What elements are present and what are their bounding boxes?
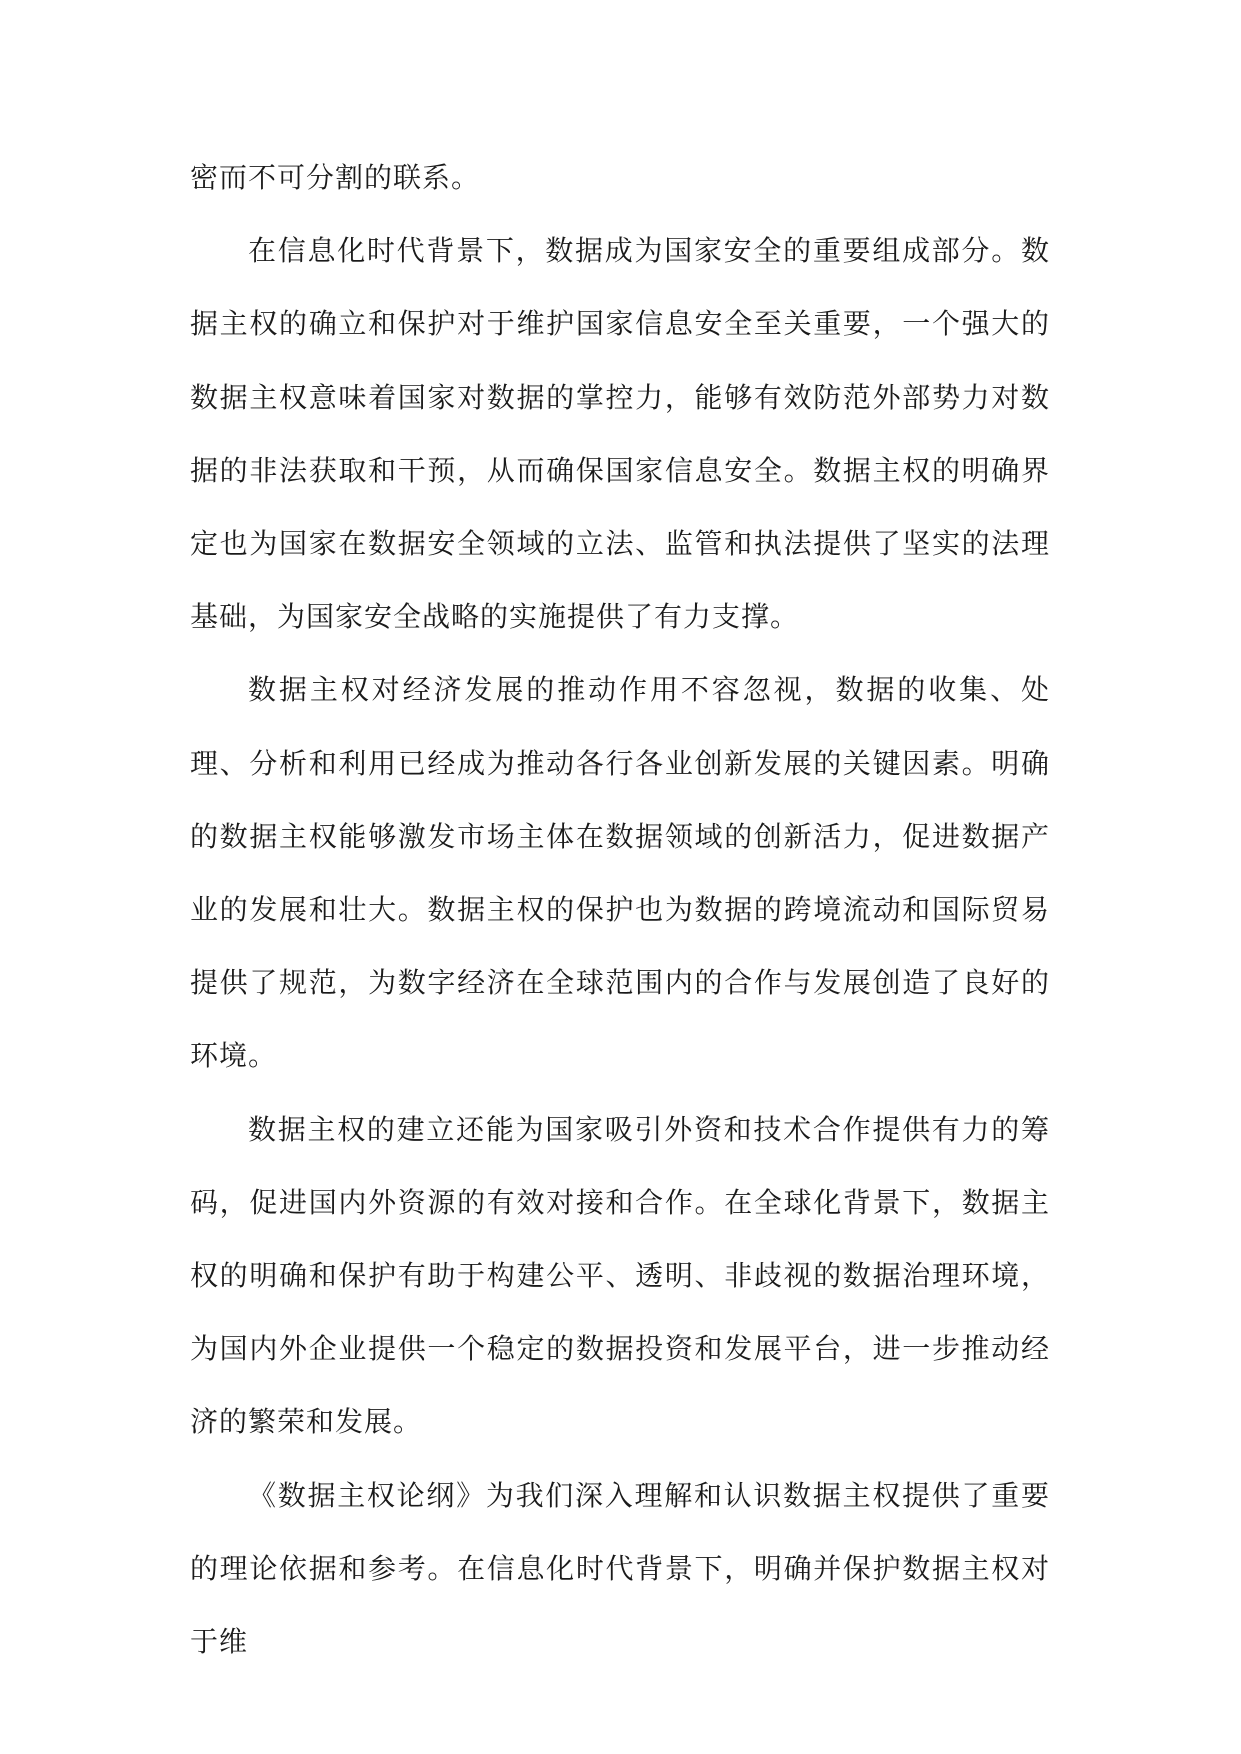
document-body [190, 141, 1050, 1678]
paragraph-national-security: 在信息化时代背景下，数据成为国家安全的重要组成部分。数据主权的确立和保护对于维护国家信息安全至关重要，一个强大的数据主权意味着国家对数据的掌控力，能够有效防范外部势力对数据的非法获取和干预，从而确保国家信息安全。数据主权的明确界定也为国家在数据安全领域的立法、监管和执法提供了坚实的法理基础，为国家安全战略的实施提供了有力支撑。 [190, 234, 1050, 634]
paragraph-economic-development: 数据主权对经济发展的推动作用不容忽视，数据的收集、处理、分析和利用已经成为推动各行各业创新发展的关键因素。明确的数据主权能够激发市场主体在数据领域的创新活力，促进数据产业的发展和壮大。数据主权的保护也为数据的跨境流动和国际贸易提供了规范，为数字经济在全球范围内的合作与发展创造了良好的环境。 [190, 673, 1050, 1073]
paragraph-conclusion: 《数据主权论纲》为我们深入理解和认识数据主权提供了重要的理论依据和参考。在信息化时代背景下，明确并保护数据主权对于维 [190, 1478, 1050, 1659]
paragraph-foreign-investment: 数据主权的建立还能为国家吸引外资和技术合作提供有力的筹码，促进国内外资源的有效对接和合作。在全球化背景下，数据主权的明确和保护有助于构建公平、透明、非歧视的数据治理环境，为国内外企业提供一个稳定的数据投资和发展平台，进一步推动经济的繁荣和发展。 [190, 1112, 1050, 1439]
paragraph-continuation: 密而不可分割的联系。 [190, 161, 481, 194]
